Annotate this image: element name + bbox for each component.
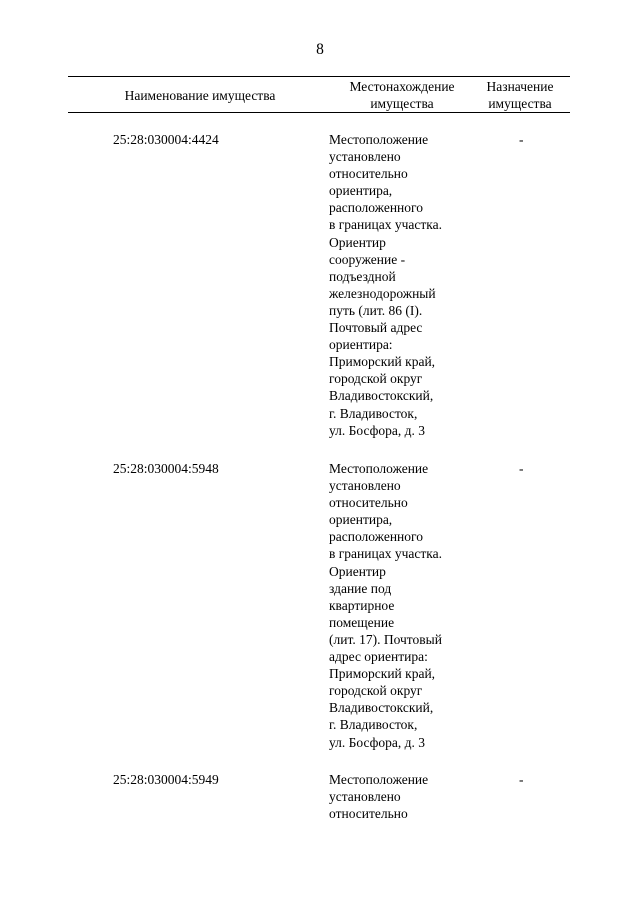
location-line: Приморский край, xyxy=(329,666,436,682)
location-line: ориентира, xyxy=(329,183,393,199)
property-purpose: - xyxy=(519,461,524,476)
location-line: Местоположение xyxy=(329,132,429,147)
location-line: Местоположение xyxy=(329,772,429,787)
cadastral-number: 25:28:030004:4424 xyxy=(113,132,219,147)
location-line: относительно xyxy=(329,166,408,182)
location-line: ориентира, xyxy=(329,512,393,528)
location-line: городской округ xyxy=(329,371,423,387)
location-line: здание под xyxy=(329,580,392,596)
location-line: Местоположение xyxy=(329,461,429,476)
location-line: установлено xyxy=(329,478,401,494)
location-line: путь (лит. 86 (I). xyxy=(329,302,423,318)
header-purpose-line-1: Назначение xyxy=(486,79,554,94)
location-line: помещение xyxy=(329,614,395,630)
header-property-purpose xyxy=(470,78,570,112)
location-line: установлено xyxy=(329,789,401,805)
property-purpose: - xyxy=(519,772,524,787)
location-line: установлено xyxy=(329,149,401,165)
cadastral-number: 25:28:030004:5949 xyxy=(113,772,219,787)
location-line: квартирное xyxy=(329,597,395,613)
property-purpose: - xyxy=(519,132,524,147)
location-description xyxy=(329,460,489,751)
location-line: расположенного xyxy=(329,200,423,216)
location-line: относительно xyxy=(329,495,408,511)
location-line: г. Владивосток, xyxy=(329,405,418,421)
location-line: Ориентир xyxy=(329,563,386,579)
location-line: в границах участка. xyxy=(329,546,442,562)
location-line: Владивостокский, xyxy=(329,700,434,716)
location-line: расположенного xyxy=(329,529,423,545)
page-number: 8 xyxy=(316,41,324,58)
location-line: г. Владивосток, xyxy=(329,717,418,733)
location-line: адрес ориентира: xyxy=(329,649,428,665)
cadastral-number: 25:28:030004:5948 xyxy=(113,461,219,476)
location-line: ориентира: xyxy=(329,337,393,353)
location-line: в границах участка. xyxy=(329,217,442,233)
location-line: ул. Босфора, д. 3 xyxy=(329,422,425,438)
location-line: Почтовый адрес xyxy=(329,320,423,336)
location-line: подъездной xyxy=(329,268,396,284)
location-line: ул. Босфора, д. 3 xyxy=(329,734,425,750)
location-line: Владивостокский, xyxy=(329,388,434,404)
header-property-name: Наименование имущества xyxy=(124,88,276,103)
table-top-rule xyxy=(68,76,570,77)
location-line: (лит. 17). Почтовый xyxy=(329,631,442,647)
header-property-location xyxy=(322,78,482,112)
table-header-bottom-rule xyxy=(68,112,570,113)
location-line: городской округ xyxy=(329,683,423,699)
location-line: Ориентир xyxy=(329,234,386,250)
location-line: сооружение - xyxy=(329,251,406,267)
location-description xyxy=(329,771,489,822)
location-line: относительно xyxy=(329,806,408,822)
location-description xyxy=(329,131,489,439)
location-line: железнодорожный xyxy=(329,285,436,301)
header-location-line-2: имущества xyxy=(370,96,434,111)
header-location-line-1: Местонахождение xyxy=(349,79,455,94)
header-purpose-line-2: имущества xyxy=(488,96,552,111)
location-line: Приморский край, xyxy=(329,354,436,370)
